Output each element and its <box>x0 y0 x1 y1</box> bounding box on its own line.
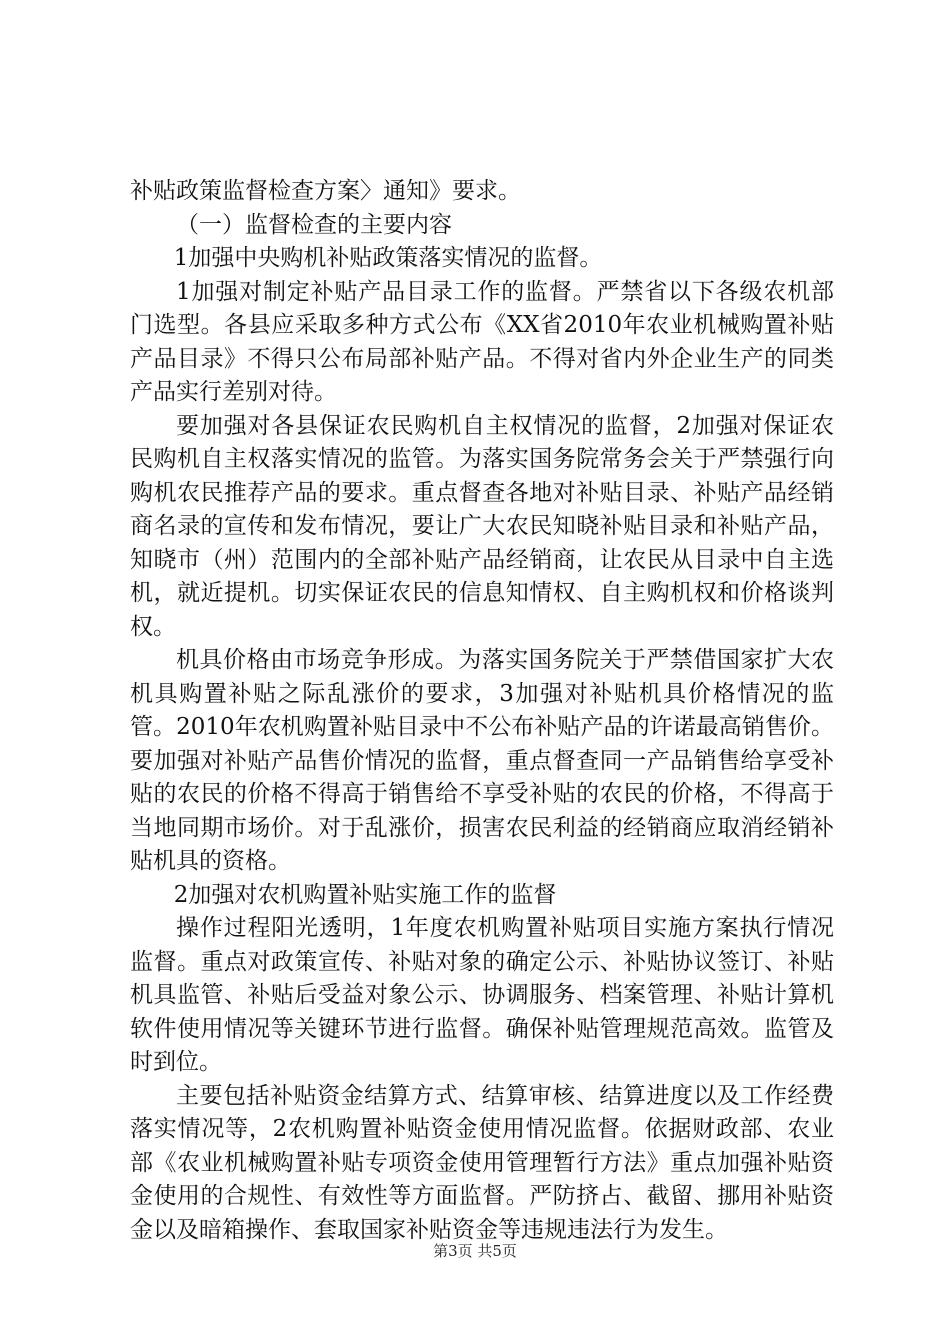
paragraph-continuation: 补贴政策监督检查方案〉通知》要求。 <box>130 178 521 204</box>
page-footer: 第3页 共5页 <box>433 1242 517 1260</box>
paragraph-purchase-autonomy: 要加强对各县保证农民购机自主权情况的监督，2加强对保证农民购机自主权落实情况的监管。为落实国务院常务会关于严禁强行向购机农民推荐产品的要求。重点督查各地对补贴目录、补贴产品经销商名录的宣传和发布情况，要让广大农民知晓补贴目录和补贴产品，知晓市（州）范围内的全部补贴产品经销商，让农民从目录中自主选机，就近提机。切实保证农民的信息知情权、自主购机权和价格谈判权。 <box>130 412 834 640</box>
subsection-heading-implementation: 2加强对农机购置补贴实施工作的监督 <box>173 881 557 908</box>
document-body <box>130 175 834 1247</box>
paragraph-price-supervision: 机具价格由市场竞争形成。为落实国务院关于严禁借国家扩大农机具购置补贴之际乱涨价的要求，3加强对补贴机具价格情况的监管。2010年农机购置补贴目录中不公布补贴产品的许诺最高销售价。要加强对补贴产品售价情况的监督，重点督查同一产品销售给享受补贴的农民的价格不得高于销售给不享受补贴的农民的价格，不得高于当地同期市场价。对于乱涨价，损害农民利益的经销商应取消经销补贴机具的资格。 <box>130 647 834 874</box>
paragraph-catalog-supervision: 1加强对制定补贴产品目录工作的监督。严禁省以下各级农机部门选型。各县应采取多种方式公布《XX省2010年农业机械购置补贴产品目录》不得只公布局部补贴产品。不得对省内外企业生产的同类产品实行差别对待。 <box>130 278 834 405</box>
paragraph-plan-execution: 操作过程阳光透明，1年度农机购置补贴项目实施方案执行情况监督。重点对政策宣传、补贴对象的确定公示、补贴协议签订、补贴机具监管、补贴后受益对象公示、协调服务、档案管理、补贴计算机软件使用情况等关键环节进行监督。确保补贴管理规范高效。监管及时到位。 <box>130 915 834 1075</box>
subsection-heading: 1加强中央购机补贴政策落实情况的监督。 <box>173 245 603 271</box>
paragraph-fund-usage: 主要包括补贴资金结算方式、结算审核、结算进度以及工作经费落实情况等，2农机购置补贴资金使用情况监督。依据财政部、农业部《农业机械购置补贴专项资金使用管理暂行方法》重点加强补贴资金使用的合规性、有效性等方面监督。严防挤占、截留、挪用补贴资金以及暗箱操作、套取国家补贴资金等违规违法行为发生。 <box>130 1082 834 1243</box>
section-heading: （一）监督检查的主要内容 <box>176 211 452 238</box>
